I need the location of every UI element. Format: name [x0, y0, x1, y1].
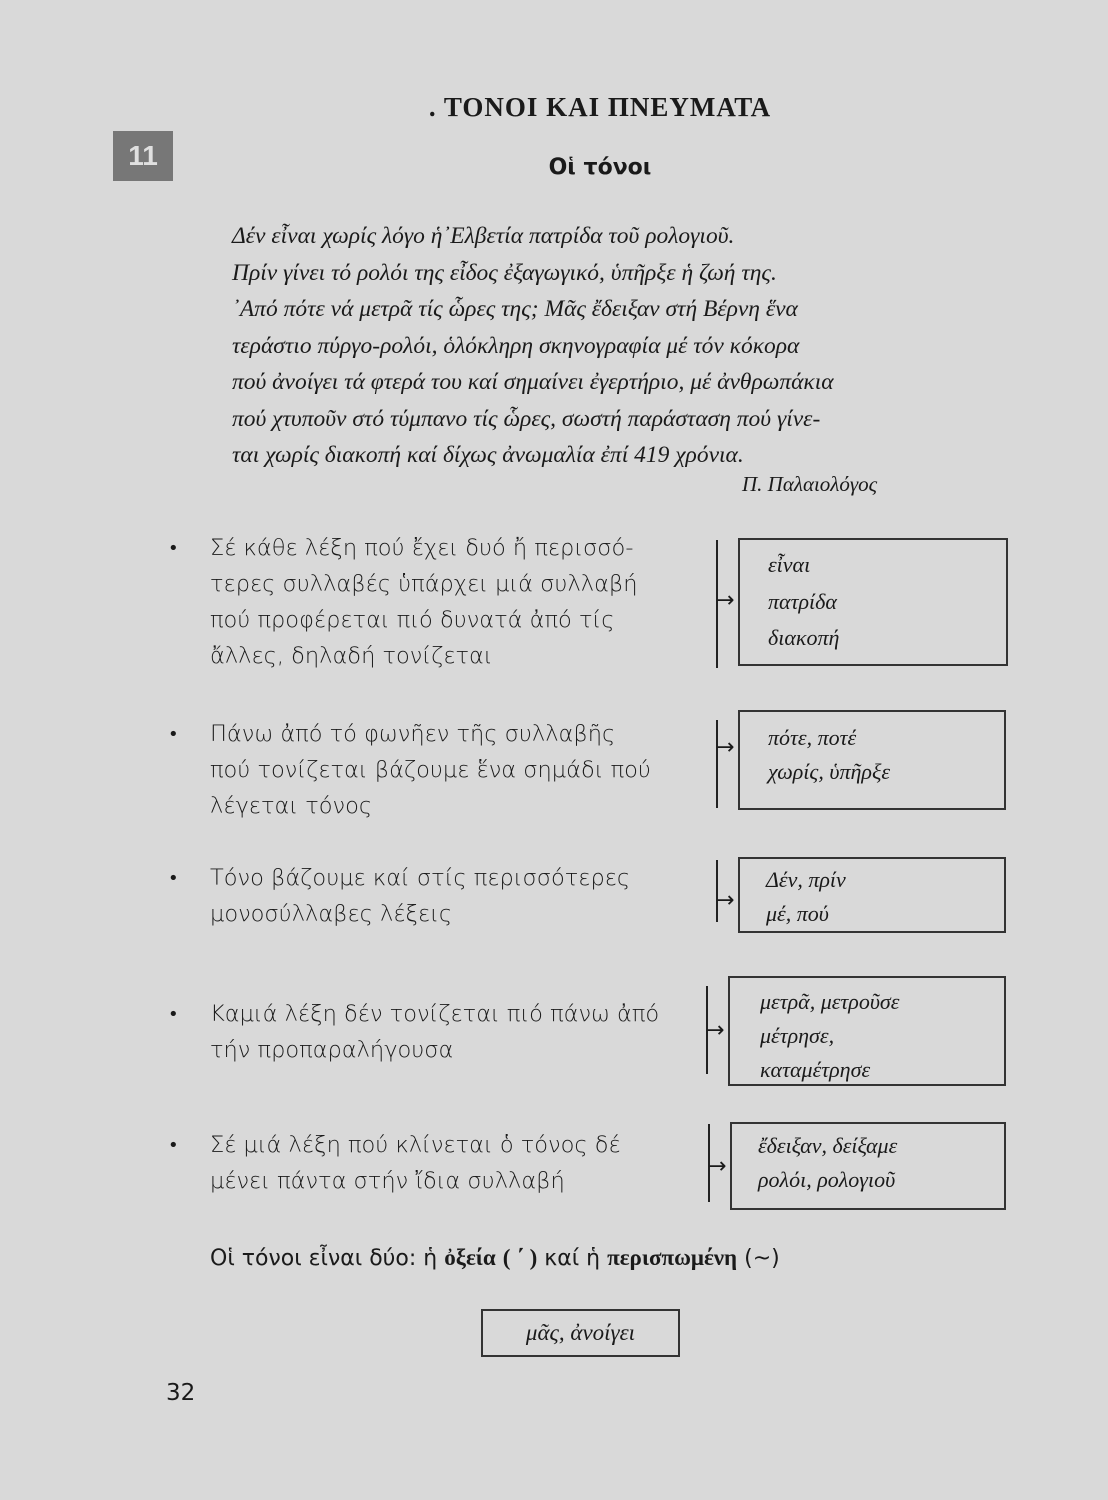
bullet-icon: •: [168, 724, 179, 745]
excerpt-line: ᾿Από πότε νά μετρᾶ τίς ὧρες της; Μᾶς ἔδειξαν στή Βέρνη ἕνα: [232, 296, 798, 322]
page-title: . ΤΟΝΟΙ ΚΑΙ ΠΝΕΥΜΑΤΑ: [428, 92, 772, 122]
example-word: μέ, πού: [766, 901, 829, 926]
rule-line: Σέ μιά λέξη πού κλίνεται ὁ τόνος δέ: [210, 1132, 621, 1158]
example-word: Δέν, πρίν: [766, 867, 846, 892]
bullet-icon: •: [168, 868, 179, 889]
excerpt-author: Π. Παλαιολόγος: [742, 472, 878, 496]
rule-line: Τόνο βάζουμε καί στίς περισσότερες: [210, 865, 631, 891]
example-word: μετρᾶ, μετροῦσε: [760, 989, 900, 1014]
rule-line: τερες συλλαβές ὑπάρχει μιά συλλαβή: [210, 571, 638, 597]
arrow-right-icon: →: [706, 1018, 725, 1043]
example-word: χωρίς, ὑπῆρξε: [768, 759, 891, 784]
example-word: πατρίδα: [768, 589, 837, 614]
rule-line: Σέ κάθε λέξη πού ἔχει δυό ἤ περισσό-: [210, 535, 634, 561]
perispomeni-symbol: (~): [744, 1246, 780, 1271]
example-word: ἔδειξαν, δείξαμε: [758, 1133, 898, 1158]
arrow-right-icon: →: [716, 888, 735, 913]
rule-line: μένει πάντα στήν ἴδια συλλαβή: [210, 1168, 565, 1194]
rule-line: ἄλλες, δηλαδή τονίζεται: [210, 643, 493, 669]
bullet-icon: •: [168, 1135, 179, 1156]
bottom-example-box: μᾶς, ἀνοίγει: [481, 1309, 680, 1357]
arrow-right-icon: →: [716, 735, 735, 760]
rule-3-text: [210, 860, 630, 932]
excerpt-line: Δέν εἶναι χωρίς λόγο ἡ᾿Ελβετία πατρίδα τοῦ ρολογιοῦ.: [232, 223, 735, 249]
excerpt-line: πού χτυποῦν στό τύμπανο τίς ὧρες, σωστή παράσταση πού γίνε-: [232, 405, 821, 432]
example-word: πότε, ποτέ: [768, 725, 857, 750]
example-word: καταμέτρησε: [760, 1057, 871, 1082]
rule-line: πού τονίζεται βάζουμε ἕνα σημάδι πού: [210, 757, 651, 783]
rule-5-text: [210, 1127, 621, 1199]
arrow-right-icon: →: [716, 588, 735, 613]
rule-line: τήν προπαραλήγουσα: [210, 1037, 454, 1063]
oxeia-symbol: ( ΄ ): [502, 1245, 538, 1270]
oxeia-term: ὀξεία: [444, 1245, 496, 1270]
reading-excerpt: [232, 218, 992, 474]
rule-line: μονοσύλλαβες λέξεις: [210, 901, 453, 927]
perispomeni-term: περισπωμένη: [607, 1245, 738, 1270]
bullet-icon: •: [168, 1004, 179, 1025]
section-subtitle: Οἱ τόνοι: [548, 155, 652, 180]
chapter-number-badge: 11: [113, 131, 173, 181]
rule-line: λέγεται τόνος: [210, 793, 373, 819]
page-number: 32: [166, 1380, 196, 1406]
rule-2-text: [210, 716, 651, 824]
bullet-icon: •: [168, 538, 179, 559]
excerpt-line: πού ἀνοίγει τά φτερά του καί σημαίνει ἐγερτήριο, μέ ἀνθρωπάκια: [232, 369, 834, 395]
arrow-right-icon: →: [708, 1154, 727, 1179]
accent-summary: [210, 1245, 780, 1271]
rule-line: Πάνω ἀπό τό φωνῆεν τῆς συλλαβῆς: [210, 721, 616, 747]
example-word: διακοπή: [768, 625, 840, 650]
summary-prefix: Οἱ τόνοι εἶναι δύο: ἡ: [210, 1246, 438, 1271]
excerpt-line: Πρίν γίνει τό ρολόι της εἶδος ἐξαγωγικό, ὑπῆρξε ἡ ζωή της.: [232, 259, 777, 286]
rule-line: Καμιά λέξη δέν τονίζεται πιό πάνω ἀπό: [210, 1001, 660, 1027]
rule-line: πού προφέρεται πιό δυνατά ἀπό τίς: [210, 607, 615, 633]
excerpt-line: ται χωρίς διακοπή καί δίχως ἀνωμαλία ἐπί 419 χρόνια.: [232, 442, 744, 468]
rule-1-text: [210, 530, 638, 674]
example-word: ρολόι, ρολογιοῦ: [758, 1167, 896, 1192]
bracket-line: [716, 720, 718, 808]
summary-middle: καί ἡ: [544, 1246, 601, 1271]
rule-4-text: [210, 996, 659, 1068]
example-word: εἶναι: [768, 552, 811, 577]
excerpt-line: τεράστιο πύργο-ρολόι, ὁλόκληρη σκηνογραφία μέ τόν κόκορα: [232, 332, 800, 359]
example-word: μέτρησε,: [760, 1023, 835, 1048]
